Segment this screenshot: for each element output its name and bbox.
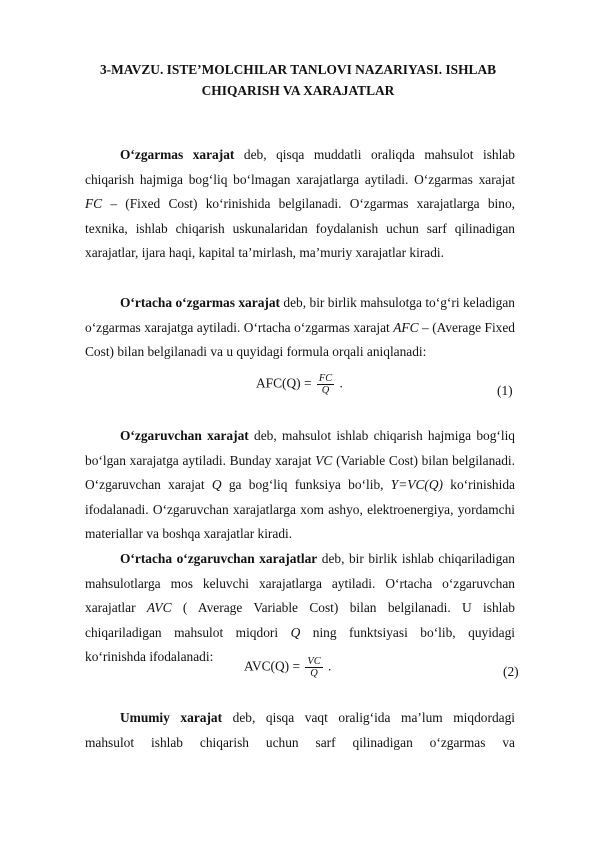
formula-fraction [305, 656, 322, 679]
formula-afc [256, 373, 343, 396]
formula-avc [244, 656, 331, 679]
paragraph-text: deb, qisqa vaqt oralig‘ida ma’lum miqdordagi mahsulot ishlab chiqarish uchun sarf qilinadigan o‘zgarmas va [85, 710, 515, 750]
formula-tail: . [324, 658, 332, 674]
equation-number-2: (2) [503, 664, 519, 679]
paragraph-total-cost [85, 706, 515, 755]
paragraph-text: deb, bir birlik ishlab chiqariladigan mahsulotlarga mos keluvchi xarajatlarga aytiladi. O‘rtacha o‘zgaruvchan xarajatlar [85, 551, 515, 616]
term-variable-cost: O‘zgaruvchan xarajat [120, 428, 249, 443]
paragraph-text: ning funktsiyasi bo‘lib, quyidagi ko‘rinishda ifodalanadi: [85, 624, 515, 665]
equation-number-1: (1) [497, 383, 513, 398]
term-average-variable-cost: O‘rtacha o‘zgaruvchan xarajatlar [120, 551, 318, 566]
paragraph-text: – (Average Fixed Cost) bilan belgilanadi va u quyidagi formula orqali aniqlanadi: [85, 319, 515, 360]
term-total-cost: Umumiy xarajat [120, 710, 223, 725]
term-fixed-cost: O‘zgarmas xarajat [120, 147, 235, 162]
term-average-fixed-cost: O‘rtacha o‘zgarmas xarajat [120, 295, 281, 310]
equation-inline: Y=VC(Q) [390, 477, 443, 493]
abbr-avc: AVC [146, 600, 172, 616]
paragraph-text: ( Average Variable Cost) bilan belgilanadi. U ishlab chiqariladigan mahsulot miqdori [85, 600, 516, 640]
abbr-vc: VC [315, 452, 333, 468]
paragraph-text: (Variable Cost) bilan belgilanadi. O‘zgaruvchan xarajat [85, 452, 516, 493]
page-title-line-1: 3-MAVZU. ISTE’MOLCHILAR TANLOVI NAZARIYASI. ISHLAB [99, 62, 497, 77]
variable-q: Q [211, 477, 222, 493]
paragraph-text: deb, qisqa muddatli oraliqda mahsulot ishlab chiqarish hajmiga bog‘liq bo‘lmagan xarajatlarga aytiladi. O‘zgarmas xarajat [85, 147, 515, 187]
paragraph-average-fixed-cost [85, 291, 515, 365]
variable-q: Q [290, 624, 301, 640]
fraction-numerator: VC [307, 656, 321, 667]
paragraph-text: ga bog‘liq funksiya bo‘lib, [221, 477, 391, 493]
fraction-denominator: Q [310, 668, 318, 679]
formula-tail: . [336, 375, 343, 391]
paragraph-average-variable-cost [85, 547, 515, 670]
abbr-fc: FC [85, 196, 103, 212]
paragraph-fixed-cost [85, 143, 515, 266]
formula-fraction [317, 373, 334, 396]
fraction-numerator: FC [318, 373, 333, 384]
paragraph-text: deb, mahsulot ishlab chiqarish hajmiga bog‘liq bo‘lgan xarajatga aytiladi. Bunday xarajat [85, 428, 516, 468]
formula-lhs: AFC(Q) = [256, 375, 315, 391]
formula-lhs: AVC(Q) = [244, 658, 304, 674]
paragraph-text: deb, bir birlik mahsulotga to‘g‘ri keladigan o‘zgarmas xarajatga aytiladi. O‘rtacha o‘zgarmas xarajat [85, 295, 516, 335]
fraction-denominator: Q [321, 385, 330, 396]
paragraph-text: – (Fixed Cost) ko‘rinishida belgilanadi. O‘zgarmas xarajatlarga bino, texnika, ishlab chiqarish uskunalaridan foydalanish uchun sarf qilinadigan xarajatlar, ijara haqi, kapital ta’mirlash, ma’muriy xarajatlar kiradi. [85, 196, 515, 261]
paragraph-text: ko‘rinishida ifodalanadi. O‘zgaruvchan xarajatlarga xom ashyo, elektroenergiya, yordamchi materiallar va boshqa xarajatlar kiradi. [85, 477, 515, 542]
page-title-line-2: CHIQARISH VA XARAJATLAR [201, 83, 395, 98]
abbr-afc: AFC [393, 319, 419, 335]
paragraph-variable-cost [85, 424, 515, 547]
